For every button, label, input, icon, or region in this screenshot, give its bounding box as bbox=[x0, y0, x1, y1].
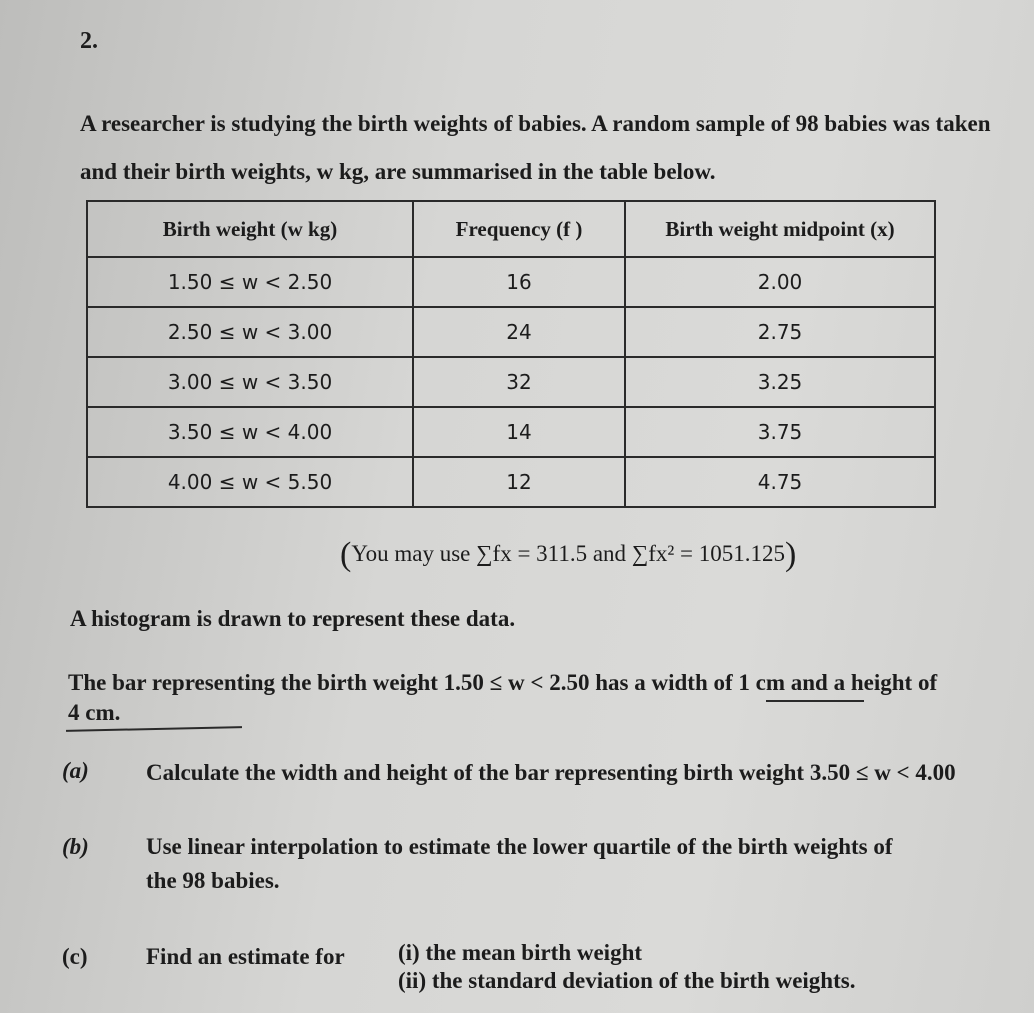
pen-underline bbox=[766, 700, 864, 702]
cell-weight-range: 2.50 ≤ w < 3.00 bbox=[87, 307, 413, 357]
cell-weight-range: 4.00 ≤ w < 5.50 bbox=[87, 457, 413, 507]
cell-midpoint: 2.75 bbox=[625, 307, 935, 357]
cell-frequency: 14 bbox=[413, 407, 625, 457]
cell-midpoint: 4.75 bbox=[625, 457, 935, 507]
part-b-text-line2: the 98 babies. bbox=[146, 868, 280, 893]
histogram-statement: A histogram is drawn to represent these data. bbox=[70, 606, 516, 631]
header-frequency: Frequency (f ) bbox=[413, 201, 625, 257]
hint-open-paren: ( bbox=[340, 536, 352, 573]
birth-weight-table bbox=[86, 200, 936, 508]
part-b-label: (b) bbox=[62, 834, 89, 859]
table-row bbox=[87, 457, 935, 507]
cell-frequency: 12 bbox=[413, 457, 625, 507]
cell-frequency: 24 bbox=[413, 307, 625, 357]
hint-sum-fx: ∑fx = 311.5 bbox=[476, 541, 588, 566]
hint-lead: You may use bbox=[351, 541, 477, 566]
header-birth-weight: Birth weight (w kg) bbox=[87, 201, 413, 257]
table-row bbox=[87, 257, 935, 307]
table-header-row bbox=[87, 201, 935, 257]
part-a-text: Calculate the width and height of the bar representing birth weight 3.50 ≤ w < 4.00 bbox=[146, 760, 956, 785]
table-row bbox=[87, 407, 935, 457]
hint-and: and bbox=[587, 541, 632, 566]
intro-paragraph: A researcher is studying the birth weights of babies. A random sample of 98 babies was taken and their birth weights, w kg, are summarised in the table below. bbox=[80, 111, 991, 184]
part-c-item-2: (ii) the standard deviation of the birth weights. bbox=[398, 968, 856, 993]
part-a-label: (a) bbox=[62, 758, 89, 783]
table-row bbox=[87, 357, 935, 407]
part-c-lead: Find an estimate for bbox=[146, 944, 345, 969]
cell-midpoint: 3.75 bbox=[625, 407, 935, 457]
formula-hint bbox=[340, 536, 796, 574]
cell-frequency: 32 bbox=[413, 357, 625, 407]
part-c-item-1: (i) the mean birth weight bbox=[398, 940, 643, 965]
table-row bbox=[87, 307, 935, 357]
hint-close-paren: ) bbox=[785, 536, 797, 573]
cell-weight-range: 3.00 ≤ w < 3.50 bbox=[87, 357, 413, 407]
cell-weight-range: 3.50 ≤ w < 4.00 bbox=[87, 407, 413, 457]
cell-midpoint: 3.25 bbox=[625, 357, 935, 407]
cell-frequency: 16 bbox=[413, 257, 625, 307]
cell-weight-range: 1.50 ≤ w < 2.50 bbox=[87, 257, 413, 307]
question-number: 2. bbox=[80, 28, 98, 54]
cell-midpoint: 2.00 bbox=[625, 257, 935, 307]
part-c-label: (c) bbox=[62, 944, 88, 969]
bar-info-paragraph: The bar representing the birth weight 1.50 ≤ w < 2.50 has a width of 1 cm and a height of 4 cm. bbox=[68, 670, 938, 725]
header-midpoint: Birth weight midpoint (x) bbox=[625, 201, 935, 257]
hint-sum-fx2: ∑fx² = 1051.125 bbox=[631, 541, 785, 566]
part-b-text-line1: Use linear interpolation to estimate the lower quartile of the birth weights of bbox=[146, 834, 893, 859]
